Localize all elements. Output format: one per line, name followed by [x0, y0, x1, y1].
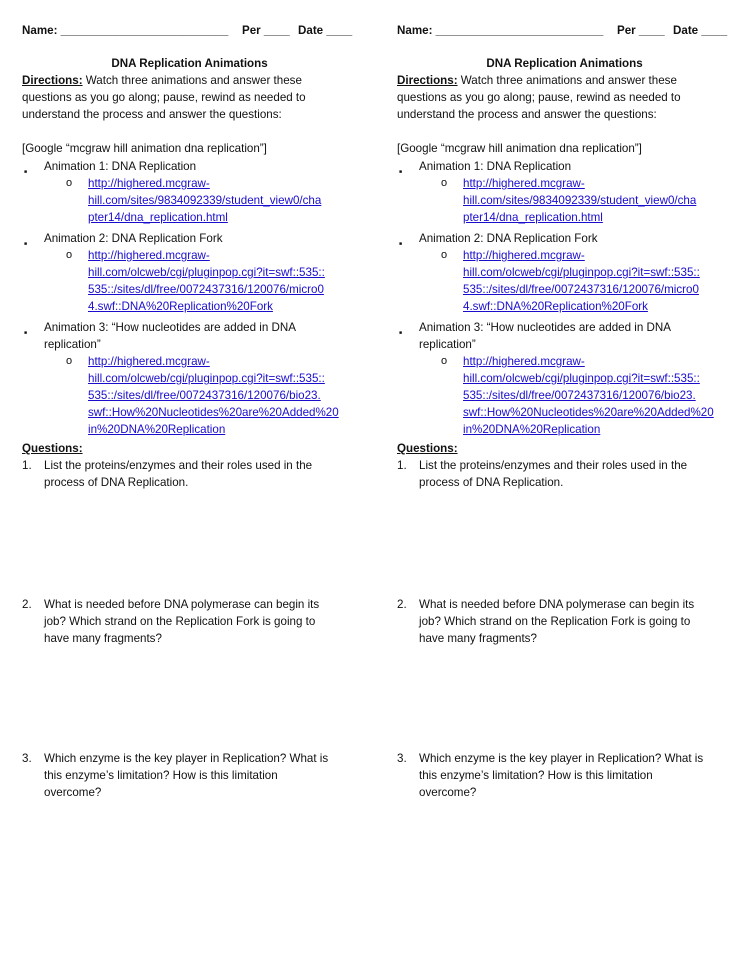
question-number: 1.	[22, 459, 32, 472]
directions-text: understand the process and answer the questions:	[22, 108, 282, 121]
bullet-icon: ■	[399, 169, 403, 175]
animation-link[interactable]: 4.swf::DNA%20Replication%20Fork	[88, 300, 273, 313]
animation-link[interactable]: in%20DNA%20Replication	[88, 423, 226, 436]
animation-link[interactable]: hill.com/olcweb/cgi/pluginpop.cgi?it=swf::535::	[463, 266, 700, 279]
directions-text: Watch three animations and answer these	[82, 74, 302, 87]
directions-text: questions as you go along; pause, rewind as needed to	[22, 91, 306, 104]
google-search-hint: [Google “mcgraw hill animation dna replication”]	[22, 142, 267, 155]
google-search-hint: [Google “mcgraw hill animation dna replication”]	[397, 142, 642, 155]
animation-link[interactable]: hill.com/olcweb/cgi/pluginpop.cgi?it=swf::535::	[88, 266, 325, 279]
animation-label: Animation 1: DNA Replication	[44, 160, 197, 173]
animation-link[interactable]: hill.com/sites/9834092339/student_view0/cha	[88, 194, 322, 207]
animation-link[interactable]: http://highered.mcgraw-	[463, 355, 585, 368]
question-number: 2.	[22, 598, 32, 611]
worksheet-title: DNA Replication Animations	[111, 57, 268, 70]
animation-link[interactable]: 535::/sites/dl/free/0072437316/120076/bio23.	[463, 389, 696, 402]
question-number: 2.	[397, 598, 407, 611]
question-text: Which enzyme is the key player in Replication? What is	[419, 752, 704, 765]
animation-link[interactable]: 535::/sites/dl/free/0072437316/120076/bio23.	[88, 389, 321, 402]
animation-link[interactable]: 535::/sites/dl/free/0072437316/120076/micro0	[88, 283, 324, 296]
question-text: overcome?	[44, 786, 102, 799]
animation-label: replication”	[419, 338, 476, 351]
animation-link[interactable]: hill.com/sites/9834092339/student_view0/cha	[463, 194, 697, 207]
bullet-icon: ■	[24, 169, 28, 175]
directions-line	[22, 72, 302, 89]
animation-link[interactable]: hill.com/olcweb/cgi/pluginpop.cgi?it=swf::535::	[463, 372, 700, 385]
animation-label: Animation 1: DNA Replication	[419, 160, 572, 173]
circle-bullet-icon: o	[441, 177, 448, 189]
animation-link[interactable]: http://highered.mcgraw-	[88, 177, 210, 190]
animation-link[interactable]: http://highered.mcgraw-	[463, 249, 585, 262]
bullet-icon: ■	[399, 330, 403, 336]
worksheet-title: DNA Replication Animations	[486, 57, 643, 70]
directions-text: Watch three animations and answer these	[457, 74, 677, 87]
animation-label: Animation 2: DNA Replication Fork	[419, 232, 598, 245]
question-text: job? Which strand on the Replication Fork is going to	[44, 615, 316, 628]
circle-bullet-icon: o	[441, 249, 448, 261]
animation-link[interactable]: 4.swf::DNA%20Replication%20Fork	[463, 300, 648, 313]
animation-label: Animation 3: “How nucleotides are added in DNA	[419, 321, 671, 334]
question-text: process of DNA Replication.	[419, 476, 564, 489]
period-field-label: Per ____	[242, 24, 290, 37]
animation-link[interactable]: http://highered.mcgraw-	[88, 355, 210, 368]
period-field-label: Per ____	[617, 24, 665, 37]
animation-link[interactable]: 535::/sites/dl/free/0072437316/120076/micro0	[463, 283, 699, 296]
animation-link[interactable]: swf::How%20Nucleotides%20are%20Added%20	[463, 406, 714, 419]
bullet-icon: ■	[24, 241, 28, 247]
date-field-label: Date ____	[298, 24, 353, 37]
name-field-label: Name: __________________________	[22, 24, 229, 37]
question-number: 1.	[397, 459, 407, 472]
animation-link[interactable]: in%20DNA%20Replication	[463, 423, 601, 436]
bullet-icon: ■	[24, 330, 28, 336]
directions-label: Directions:	[397, 74, 458, 87]
animation-label: Animation 2: DNA Replication Fork	[44, 232, 223, 245]
question-text: What is needed before DNA polymerase can begin its	[44, 598, 320, 611]
question-text: Which enzyme is the key player in Replication? What is	[44, 752, 329, 765]
question-number: 3.	[397, 752, 407, 765]
circle-bullet-icon: o	[66, 249, 73, 261]
question-text: List the proteins/enzymes and their roles used in the	[419, 459, 688, 472]
question-text: What is needed before DNA polymerase can begin its	[419, 598, 695, 611]
circle-bullet-icon: o	[66, 177, 73, 189]
question-text: job? Which strand on the Replication Fork is going to	[419, 615, 691, 628]
circle-bullet-icon: o	[66, 355, 73, 367]
question-text: overcome?	[419, 786, 477, 799]
animation-link[interactable]: swf::How%20Nucleotides%20are%20Added%20	[88, 406, 339, 419]
question-number: 3.	[22, 752, 32, 765]
directions-line	[397, 72, 677, 89]
question-text: List the proteins/enzymes and their roles used in the	[44, 459, 313, 472]
animation-link[interactable]: http://highered.mcgraw-	[88, 249, 210, 262]
directions-label: Directions:	[22, 74, 83, 87]
name-field-label: Name: __________________________	[397, 24, 604, 37]
bullet-icon: ■	[399, 241, 403, 247]
animation-link[interactable]: pter14/dna_replication.html	[88, 211, 228, 224]
directions-text: questions as you go along; pause, rewind as needed to	[397, 91, 681, 104]
circle-bullet-icon: o	[441, 355, 448, 367]
question-text: have many fragments?	[419, 632, 537, 645]
question-text: this enzyme’s limitation? How is this limitation	[419, 769, 653, 782]
questions-heading: Questions:	[22, 442, 83, 455]
animation-label: Animation 3: “How nucleotides are added in DNA	[44, 321, 296, 334]
questions-heading: Questions:	[397, 442, 458, 455]
directions-text: understand the process and answer the questions:	[397, 108, 657, 121]
animation-link[interactable]: hill.com/olcweb/cgi/pluginpop.cgi?it=swf::535::	[88, 372, 325, 385]
animation-link[interactable]: pter14/dna_replication.html	[463, 211, 603, 224]
question-text: have many fragments?	[44, 632, 162, 645]
question-text: this enzyme’s limitation? How is this limitation	[44, 769, 278, 782]
date-field-label: Date ____	[673, 24, 728, 37]
question-text: process of DNA Replication.	[44, 476, 189, 489]
animation-link[interactable]: http://highered.mcgraw-	[463, 177, 585, 190]
animation-label: replication”	[44, 338, 101, 351]
